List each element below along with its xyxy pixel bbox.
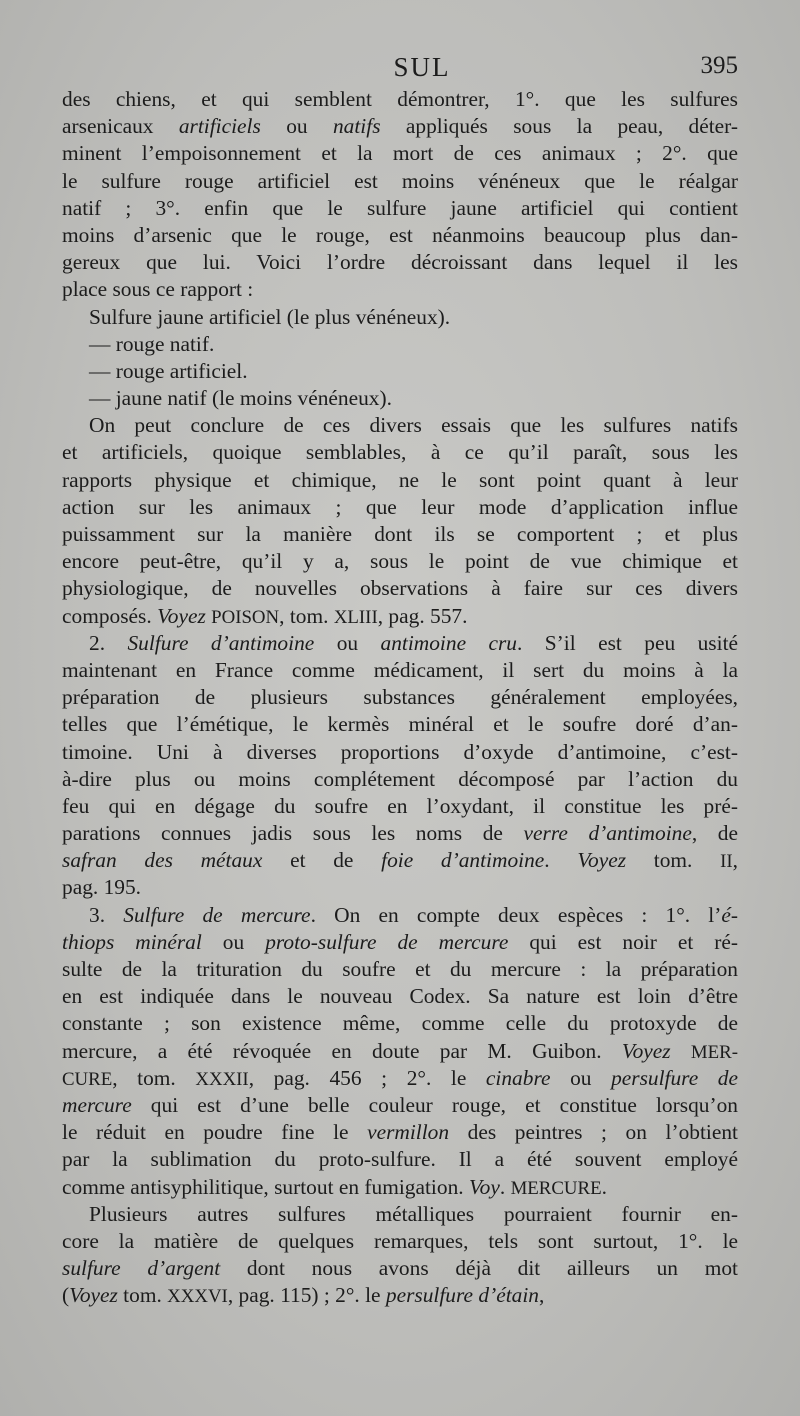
text-line: safran des métaux et de foie d’antimoine. Voyez tom. II, xyxy=(62,848,738,873)
page-number: 395 xyxy=(700,52,738,79)
text-line: sulfure d’argent dont nous avons déjà dit ailleurs un mot xyxy=(62,1256,738,1281)
text-line: pag. 195. xyxy=(62,875,142,900)
text-line: encore peut-être, qu’il y a, sous le point de vue chimique et xyxy=(62,549,738,574)
text-line: mercure qui est d’une belle couleur rouge, et constitue lorsqu’on xyxy=(62,1092,738,1117)
text-line: rapports physique et chimique, ne le sont point quant à leur xyxy=(62,467,738,492)
text-line: — rouge natif. xyxy=(89,331,215,356)
text-line: comme antisyphilitique, surtout en fumigation. Voy. MERCURE. xyxy=(62,1174,607,1199)
text-line: sulte de la trituration du soufre et du mercure : la préparation xyxy=(62,957,738,981)
text-line: préparation de plusieurs substances généralement employées, xyxy=(62,685,738,710)
text-line: natif ; 3°. enfin que le sulfure jaune artificiel qui contient xyxy=(62,195,738,220)
text-line: parations connues jadis sous les noms de verre d’antimoine, de xyxy=(62,821,738,846)
page-header xyxy=(62,52,738,86)
text-line: par la sublimation du proto-sulfure. Il a été souvent employé xyxy=(62,1147,738,1172)
running-head: SUL xyxy=(393,52,451,82)
text-line: 3. Sulfure de mercure. On en compte deux espèces : 1°. l’é- xyxy=(89,902,738,927)
text-line: constante ; son existence même, comme celle du protoxyde de xyxy=(62,1011,738,1036)
text-line: mercure, a été révoquée en doute par M. Guibon. Voyez MER- xyxy=(62,1038,738,1063)
text-line: en est indiquée dans le nouveau Codex. Sa nature est loin d’être xyxy=(62,984,738,1009)
text-line: On peut conclure de ces divers essais que les sulfures natifs xyxy=(89,413,738,438)
body-text xyxy=(62,86,738,1309)
text-line: puissamment sur la manière dont ils se comportent ; et plus xyxy=(62,522,738,546)
text-line: timoine. Uni à diverses proportions d’oxyde d’antimoine, c’est- xyxy=(62,739,738,764)
text-line: gereux que lui. Voici l’ordre décroissant dans lequel il les xyxy=(62,250,738,275)
text-line: à-dire plus ou moins complétement décomposé par l’action du xyxy=(62,766,738,791)
text-line: le réduit en poudre fine le vermillon des peintres ; on l’obtient xyxy=(62,1120,738,1145)
text-line: maintenant en France comme médicament, il sert du moins à la xyxy=(62,657,738,682)
text-line: minent l’empoisonnement et la mort de ces animaux ; 2°. que xyxy=(62,141,738,166)
text-line: arsenicaux artificiels ou natifs appliqués sous la peau, déter- xyxy=(62,114,738,139)
text-line: thiops minéral ou proto-sulfure de mercure qui est noir et ré- xyxy=(62,929,738,954)
text-line: des chiens, et qui semblent démontrer, 1°. que les sulfures xyxy=(62,87,738,111)
text-line: (Voyez tom. XXXVI, pag. 115) ; 2°. le persulfure d’étain, xyxy=(62,1283,545,1308)
text-line: telles que l’émétique, le kermès minéral et le soufre doré d’an- xyxy=(62,712,738,737)
text-line: CURE, tom. XXXII, pag. 456 ; 2°. le cinabre ou persulfure de xyxy=(62,1065,738,1090)
text-line: et artificiels, quoique semblables, à ce qu’il paraît, sous les xyxy=(62,440,738,465)
text-line: action sur les animaux ; que leur mode d’application influe xyxy=(62,494,738,519)
text-line: core la matière de quelques remarques, tels sont surtout, 1°. le xyxy=(62,1228,738,1253)
text-line: Sulfure jaune artificiel (le plus vénéneux). xyxy=(89,304,451,329)
text-line: moins d’arsenic que le rouge, est néanmoins beaucoup plus dan- xyxy=(62,222,738,247)
text-line: le sulfure rouge artificiel est moins vénéneux que le réalgar xyxy=(62,168,738,193)
text-line: — rouge artificiel. xyxy=(89,358,248,383)
text-line: Plusieurs autres sulfures métalliques pourraient fournir en- xyxy=(89,1201,738,1226)
text-line: 2. Sulfure d’antimoine ou antimoine cru. S’il est peu usité xyxy=(89,630,738,655)
text-line: — jaune natif (le moins vénéneux). xyxy=(89,386,392,411)
text-line: place sous ce rapport : xyxy=(62,277,254,302)
text-line: feu qui en dégage du soufre en l’oxydant, il constitue les pré- xyxy=(62,793,738,818)
text-line: composés. Voyez POISON, tom. XLIII, pag. 557. xyxy=(62,603,468,628)
text-line: physiologique, de nouvelles observations à faire sur ces divers xyxy=(62,576,738,601)
